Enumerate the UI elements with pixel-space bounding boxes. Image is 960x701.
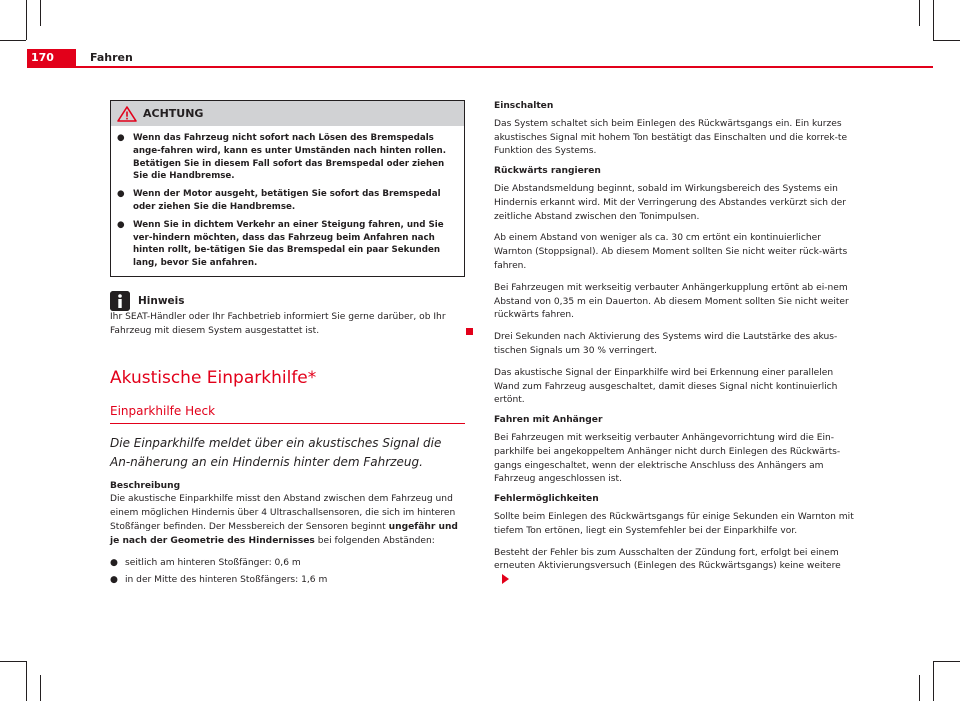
errors-heading: Fehlermöglichkeiten	[494, 494, 599, 505]
list-item	[110, 574, 465, 588]
persist-text	[494, 547, 854, 589]
stop-signal-text: Ab einem Abstand von weniger als ca. 30 cm ertönt ein kontinuierlicher Warnton (Stoppsignal). Ab diesem Moment sollten Sie nicht weiter rück-wärts fahren.	[494, 233, 848, 271]
bullet-icon: ●	[117, 219, 125, 230]
persist-text-content: Besteht der Fehler bis zum Ausschalten der Zündung fort, erfolgt bei einem erneuten Aktivierungsversuch (Einlegen des Rückwärtsgangs) keine weitere	[494, 547, 841, 572]
warning-item-text: Wenn Sie in dichtem Verkehr an einer Steigung fahren, und Sie ver-hindern möchten, dass das Fahrzeug beim Anfahren nach hinten rollt, be-tätigen Sie das Bremspedal ein paar Sekunden lang, bevor Sie anfahren.	[133, 219, 444, 269]
list-item-text: in der Mitte des hinteren Stoßfängers: 1,6 m	[125, 575, 328, 586]
subsection-rule	[110, 423, 465, 424]
crop-mark	[933, 40, 960, 41]
crop-mark	[933, 661, 934, 701]
lead-paragraph: Die Einparkhilfe meldet über ein akustisches Signal die An-näherung an ein Hindernis hinter dem Fahrzeug.	[110, 435, 442, 469]
bullet-icon: ●	[117, 189, 125, 200]
activation-heading: Einschalten	[494, 101, 554, 111]
crop-mark	[26, 0, 27, 40]
crop-mark	[0, 40, 26, 41]
crop-mark	[933, 661, 960, 662]
warning-triangle-icon	[117, 106, 137, 122]
list-item	[110, 557, 465, 571]
continue-arrow-icon	[502, 574, 509, 584]
warning-item	[117, 219, 458, 270]
warning-item	[117, 188, 458, 214]
section-title: Akustische Einparkhilfe*	[110, 367, 317, 388]
description-heading: Beschreibung	[110, 480, 181, 491]
info-icon	[110, 291, 130, 311]
description-tail: bei folgenden Abständen:	[314, 535, 435, 546]
trailer-text: Bei Fahrzeugen mit werkseitig verbauter Anhängevorrichtung wird die Ein-parkhilfe bei angekoppeltem Anhänger nicht durch Einlegen des Rückwärts-gangs eingeschaltet, wenn der elektrische Anschluss des Anhängers am Fahrzeug angeschlossen ist.	[494, 432, 841, 485]
crop-mark	[40, 675, 41, 701]
note-title: Hinweis	[138, 294, 185, 307]
towbar-text: Bei Fahrzeugen mit werkseitig verbauter Anhängerkupplung ertönt ab ei-nem Abstand von 0,35 m ein Dauerton. Ab diesem Moment sollten Sie nicht weiter rückwärts fahren.	[494, 282, 849, 321]
reversing-text: Die Abstandsmeldung beginnt, sobald im Wirkungsbereich des Systems ein Hindernis erkannt wird. Mit der Verringerung des Abstandes verkürzt sich der zeitliche Abstand zwischen den Tonimpulsen.	[494, 183, 847, 222]
crop-mark	[919, 675, 920, 701]
crop-mark	[26, 661, 27, 701]
warning-item	[117, 132, 458, 183]
warning-item-text: Wenn das Fahrzeug nicht sofort nach Lösen des Bremspedals ange-fahren wird, kann es unter Umständen nach hinten rollen. Betätigen Sie in diesem Fall sofort das Bremspedal oder ziehen Sie die Handbremse.	[133, 133, 447, 182]
section-end-marker	[466, 328, 473, 335]
crop-mark	[933, 0, 934, 40]
page-number: 170	[27, 49, 76, 67]
bullet-icon: ●	[117, 133, 125, 143]
activation-text: Das System schaltet sich beim Einlegen des Rückwärtsgangs ein. Ein kurzes akustisches Signal mit hohem Ton bestätigt das Einschalten und die korrek-te Funktion des Systems.	[494, 118, 848, 157]
description-text	[110, 493, 465, 548]
page-header	[27, 49, 933, 67]
distance-list	[110, 557, 465, 589]
crop-mark	[919, 0, 920, 26]
left-column	[110, 100, 465, 588]
trailer-heading: Fahren mit Anhänger	[494, 415, 603, 426]
warning-item-text: Wenn der Motor ausgeht, betätigen Sie sofort das Bremspedal oder ziehen Sie die Handbremse.	[133, 189, 441, 212]
subsection-title: Einparkhilfe Heck	[110, 403, 216, 418]
right-column	[494, 100, 854, 589]
parallel-wall-text: Das akustische Signal der Einparkhilfe wird bei Erkennung einer parallelen Wand zum Fahrzeug ausgeschaltet, damit dieses Signal nicht kontinuierlich ertönt.	[494, 367, 838, 406]
warning-body	[111, 126, 464, 276]
bullet-icon: ●	[110, 575, 118, 586]
note-text: Ihr SEAT-Händler oder Ihr Fachbetrieb informiert Sie gerne darüber, ob Ihr Fahrzeug mit diesem System ausgestattet ist.	[110, 311, 446, 336]
chapter-title: Fahren	[90, 51, 133, 64]
reversing-heading: Rückwärts rangieren	[494, 166, 601, 177]
volume-text: Drei Sekunden nach Aktivierung des Systems wird die Lautstärke des akus-tischen Signals um 30 % verringert.	[494, 332, 838, 356]
warning-header	[111, 101, 464, 126]
crop-mark	[0, 661, 26, 662]
bullet-icon: ●	[110, 557, 118, 568]
header-rule	[27, 66, 933, 68]
note-block	[110, 291, 465, 339]
warning-title: ACHTUNG	[143, 107, 204, 120]
description-bold: ungefähr und je nach der Geometrie des Hindernisses	[110, 521, 458, 546]
warning-box	[110, 100, 465, 277]
errors-text: Sollte beim Einlegen des Rückwärtsgangs für einige Sekunden ein Warnton mit tiefem Ton ertönen, liegt ein Systemfehler bei der Einparkhilfe vor.	[494, 511, 854, 536]
list-item-text: seitlich am hinteren Stoßfänger: 0,6 m	[125, 557, 301, 568]
description-text-start: Die akustische Einparkhilfe misst den Abstand zwischen dem Fahrzeug und einem möglichen Hindernis über 4 Ultraschallsensoren, die sich im hinteren Stoßfänger befinden. Der Messbereich der Sensoren beginnt	[110, 494, 456, 532]
crop-mark	[40, 0, 41, 26]
